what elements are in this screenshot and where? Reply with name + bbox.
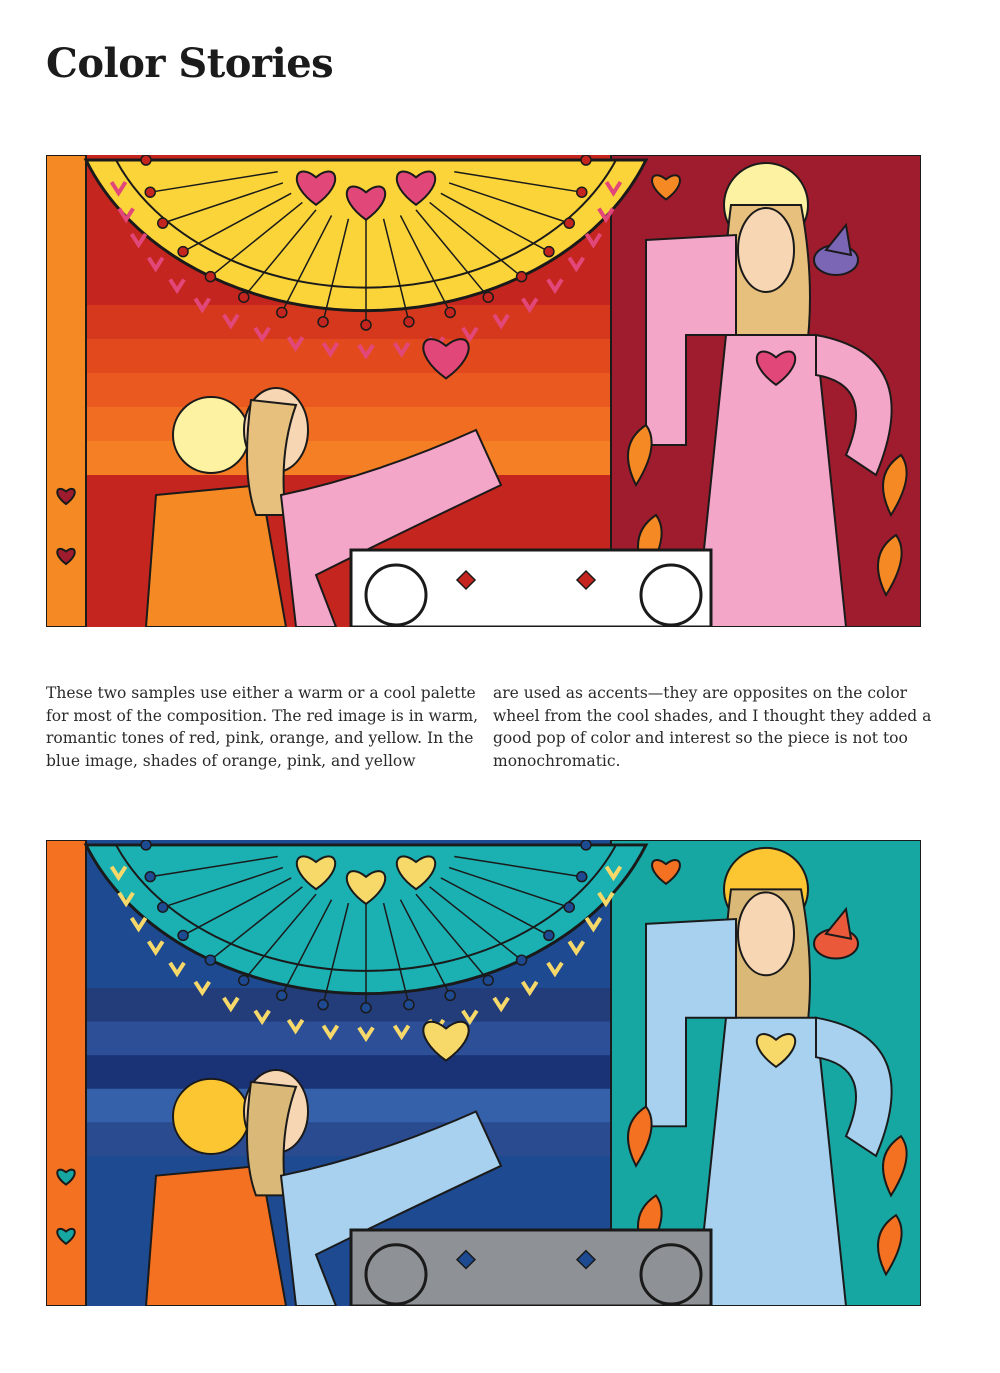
background-stripe — [66, 339, 616, 373]
sunburst-dot — [483, 292, 493, 302]
sunburst-dot — [577, 872, 587, 882]
sunburst-dot — [178, 247, 188, 257]
sunburst-dot — [141, 155, 151, 165]
right-figure-face — [738, 208, 794, 292]
sunburst-dot — [581, 840, 591, 850]
sunburst-dot — [158, 218, 168, 228]
sunburst-dot — [361, 320, 371, 330]
left-halo — [173, 1079, 249, 1154]
background-stripe — [66, 441, 616, 475]
sunburst-dot — [318, 317, 328, 327]
background-stripe — [66, 373, 616, 407]
sunburst-dot — [239, 292, 249, 302]
sunburst-dot — [145, 872, 155, 882]
sunburst-dot — [517, 955, 527, 965]
sunburst-dot — [445, 991, 455, 1001]
sunburst-dot — [577, 187, 587, 197]
background-stripe — [66, 1089, 616, 1123]
warm-palette-illustration — [46, 155, 921, 627]
sunburst-dot — [404, 1000, 414, 1010]
sunburst-dot — [277, 307, 287, 317]
sunburst-dot — [178, 931, 188, 941]
sunburst-dot — [404, 317, 414, 327]
sunburst-dot — [581, 155, 591, 165]
cool-palette-illustration — [46, 840, 921, 1306]
background-stripe — [66, 1122, 616, 1156]
left-halo — [173, 397, 249, 473]
sunburst-dot — [445, 307, 455, 317]
sunburst-dot — [361, 1003, 371, 1013]
sunburst-dot — [239, 975, 249, 985]
sunburst-dot — [205, 272, 215, 282]
body-text-column-1: These two samples use either a warm or a cool palette for most of the composition. The red image is in warm, romantic tones of red, pink, orange, and yellow. In the blue image, shades of orange, pink, and yellow — [46, 684, 479, 770]
column-capital — [351, 1230, 711, 1306]
sunburst-dot — [318, 1000, 328, 1010]
background-stripe — [66, 1022, 616, 1056]
sunburst-dot — [544, 247, 554, 257]
background-stripe — [66, 1055, 616, 1089]
right-figure-face — [738, 892, 794, 975]
sunburst-dot — [544, 931, 554, 941]
sunburst-dot — [564, 218, 574, 228]
sunburst-dot — [517, 272, 527, 282]
sunburst-dot — [564, 902, 574, 912]
sunburst-dot — [483, 975, 493, 985]
background-stripe — [66, 407, 616, 441]
sunburst-dot — [141, 840, 151, 850]
sunburst-dot — [205, 955, 215, 965]
body-text-column-2: are used as accents—they are opposites on the color wheel from the cool shades, and I thought they added a good pop of color and interest so the piece is not too monochromatic. — [493, 684, 932, 770]
sunburst-dot — [145, 187, 155, 197]
sunburst-dot — [277, 991, 287, 1001]
sunburst-dot — [158, 902, 168, 912]
column-capital — [351, 550, 711, 627]
page-title: Color Stories — [46, 40, 334, 87]
